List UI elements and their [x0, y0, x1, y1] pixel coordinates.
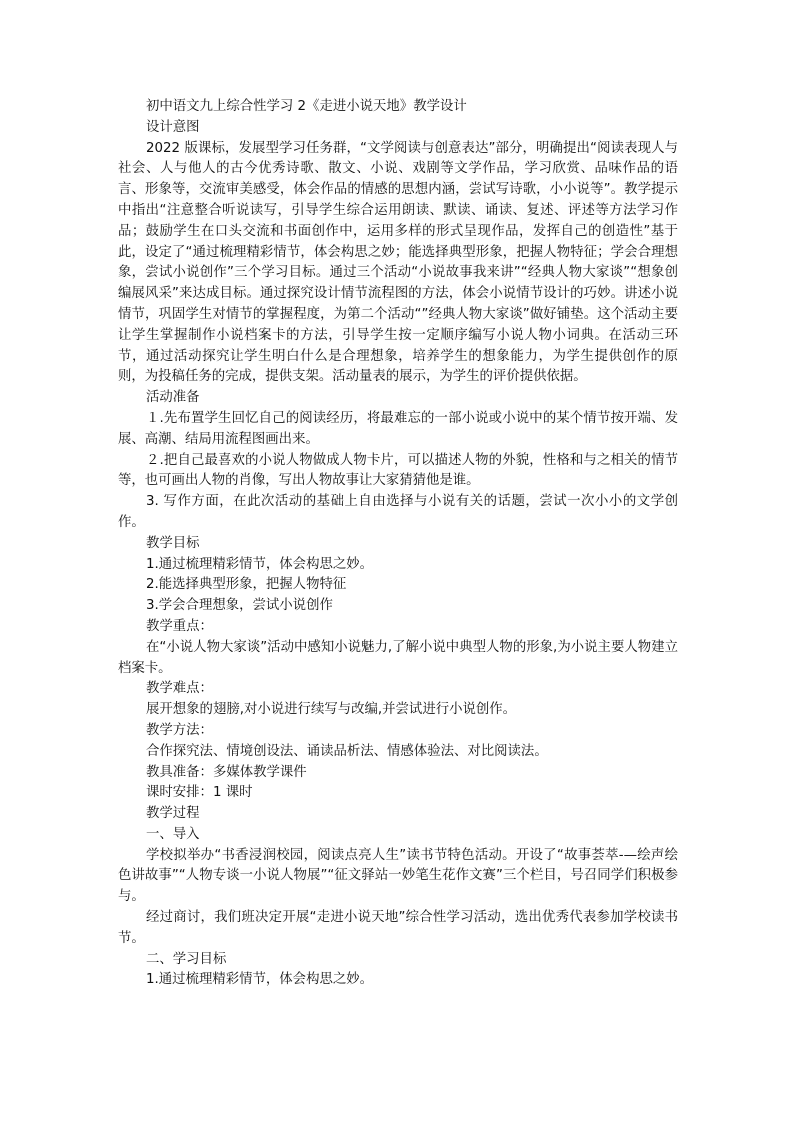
goal-item-3: 3.学会合理想象，尝试小说创作 — [146, 598, 333, 614]
key-body: 在“小说人物大家谈”活动中感知小说魅力,了解小说中典型人物的形象,为小说主要人物建立档案卡。 — [118, 639, 678, 676]
schedule-line: 课时安排：1 课时 — [146, 785, 253, 801]
method-body: 合作探究法、情境创设法、诵读品析法、情感体验法、对比阅读法。 — [146, 743, 548, 759]
prep-heading: 活动准备 — [146, 390, 200, 406]
document-page — [118, 97, 678, 991]
document-title: 初中语文九上综合性学习 2《走进小说天地》教学设计 — [146, 99, 467, 114]
design-intent-body: 2022 版课标，发展型学习任务群，“文学阅读与创意表达”部分，明确提出“阅读表现人与社会、人与他人的古今优秀诗歌、散文、小说、戏剧等文学作品，学习欣赏、品味作品的语言、形象等，交流审美感受，体会作品的情感的思想内涵，尝试写诗歌，小小说等”。教学提示中指出“注意整合听说读写，引导学生综合运用朗读、默读、诵读、复述、评述等方法学习作品；鼓励学生在口头交流和书面创作中，运用多样的形式呈现作品，发挥自己的创造性”基于此，设定了“通过梳理精彩情节，体会构思之妙；能选择典型形象，把握人物特征；学会合理想象，尝试小说创作”三个学习目标。通过三个活动“小说故事我来讲”“经典人物大家谈”“想象创编展风采”来达成目标。通过探究设计情节流程图的方法，体会小说情节设计的巧妙。讲述小说情节，巩固学生对情节的掌握程度，为第二个活动“”经典人物大家谈”做好铺垫。这个活动主要让学生掌握制作小说档案卡的方法，引导学生按一定顺序编写小说人物小词典。在活动三环节，通过活动探究让学生明白什么是合理想象，培养学生的想象能力，为学生提供创作的原则，为投稿任务的完成，提供支架。活动量表的展示，为学生的评价提供依据。 — [118, 140, 678, 385]
process-heading: 教学过程 — [146, 806, 200, 822]
section1-heading: 一、导入 — [146, 826, 200, 842]
prep-item-2: ２.把自己最喜欢的小说人物做成人物卡片，可以描述人物的外貌，性格和与之相关的情节等，也可画出人物的肖像，写出人物故事让大家猜猜他是谁。 — [118, 452, 678, 489]
tools-line: 教具准备：多媒体教学课件 — [146, 764, 307, 780]
intro-paragraph-2: 经过商讨，我们班决定开展“走进小说天地”综合性学习活动，选出优秀代表参加学校读书节。 — [118, 910, 678, 946]
method-heading: 教学方法： — [146, 722, 213, 738]
goal-item-1: 1.通过梳理精彩情节，体会构思之妙。 — [146, 556, 374, 572]
intro-paragraph-1: 学校拟举办“书香浸润校园，阅读点亮人生”读书节特色活动。开设了“故事荟萃-—绘声绘色讲故事”“人物专谈一小说人物展”“征文驿站一妙笔生花作文赛”三个栏目，号召同学们积极参与。 — [118, 847, 678, 905]
prep-item-3: 3. 写作方面，在此次活动的基础上自由选择与小说有关的话题，尝试一次小小的文学创作。 — [118, 494, 678, 530]
goals-heading: 教学目标 — [146, 535, 200, 551]
key-heading: 教学重点： — [146, 618, 213, 634]
difficulty-body: 展开想象的翅膀,对小说进行续写与改编,并尝试进行小说创作。 — [146, 702, 517, 718]
goal-item-2: 2.能选择典型形象，把握人物特征 — [146, 577, 347, 593]
section2-heading: 二、学习目标 — [146, 951, 227, 967]
design-intent-heading: 设计意图 — [146, 119, 200, 135]
prep-item-1: １.先布置学生回忆自己的阅读经历，将最难忘的一部小说或小说中的某个情节按开端、发展、高潮、结局用流程图画出来。 — [118, 410, 678, 447]
difficulty-heading: 教学难点： — [146, 681, 213, 697]
section2-goal-1: 1.通过梳理精彩情节，体会构思之妙。 — [146, 972, 374, 988]
